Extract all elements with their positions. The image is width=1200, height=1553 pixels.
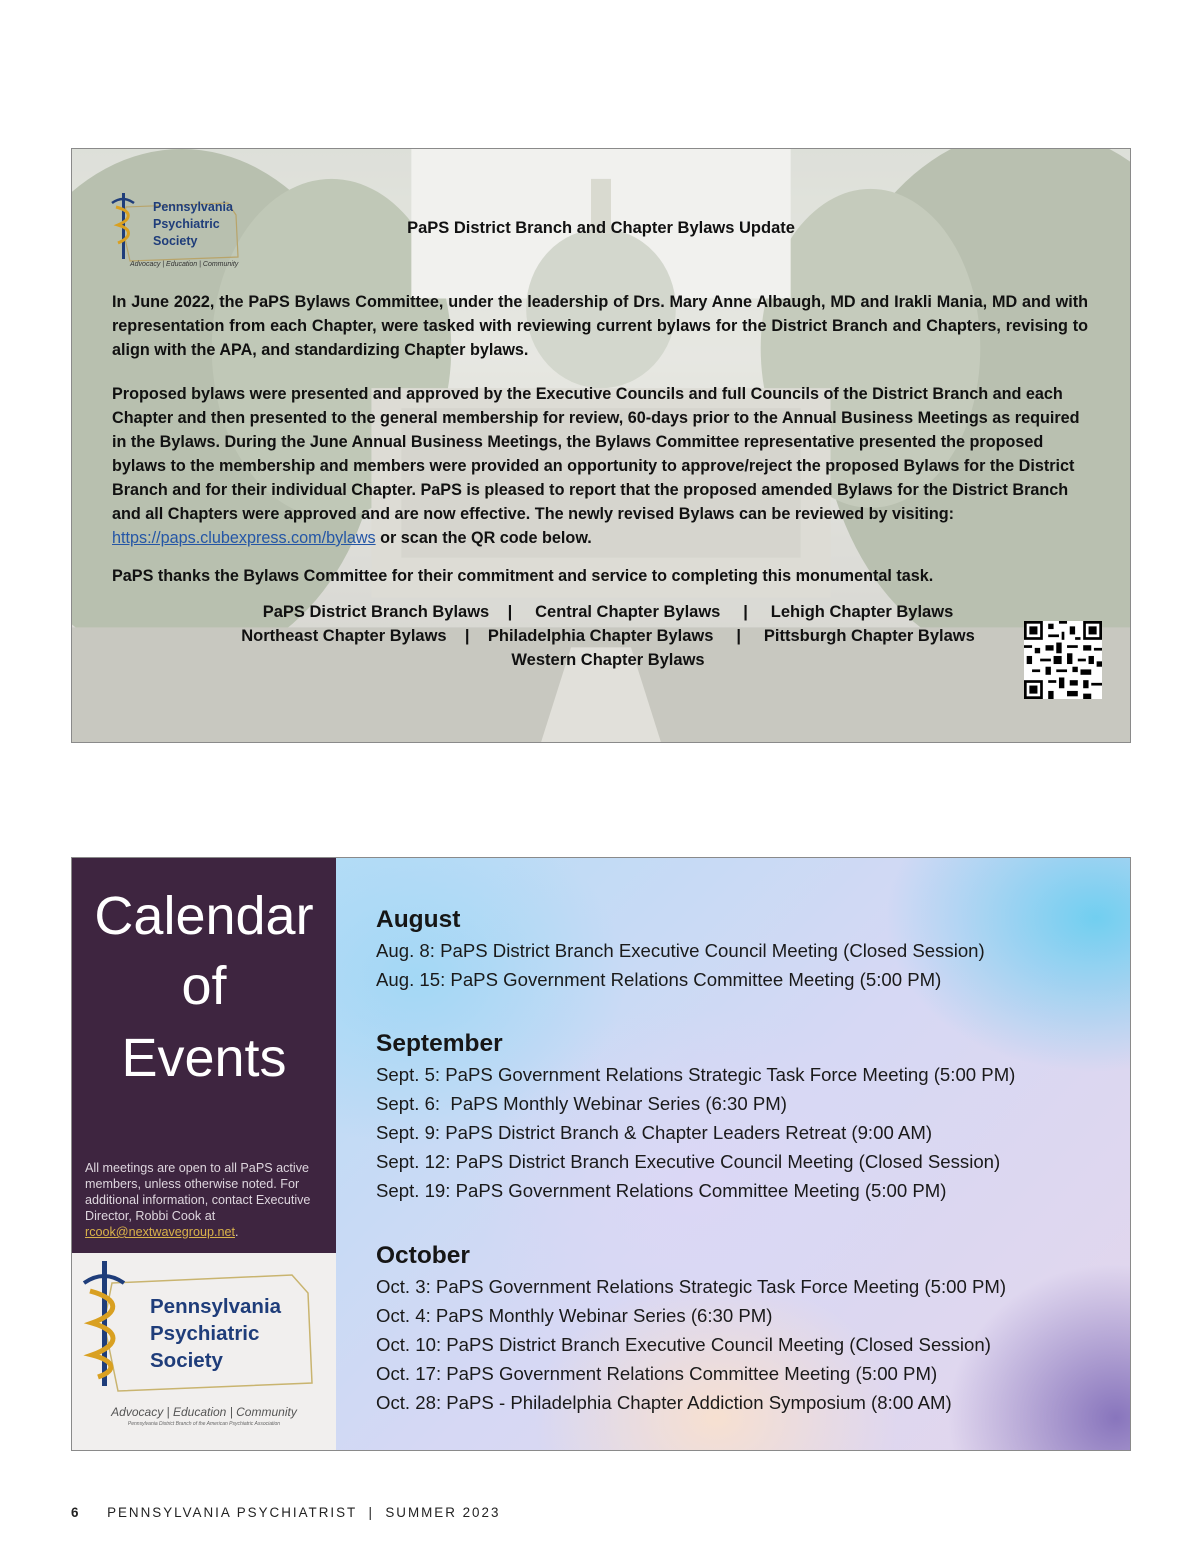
qr-code-icon[interactable] [1024,621,1102,699]
event-item: Oct. 28: PaPS - Philadelphia Chapter Addiction Symposium (8:00 AM) [376,1392,952,1413]
calendar-note [85,1160,325,1240]
logo-line-3: Society [153,234,198,248]
calendar-note-end: . [235,1225,239,1239]
bylaws-title: PaPS District Branch and Chapter Bylaws Update [407,219,795,237]
calendar-title-line-1: Calendar [94,886,314,946]
event-item: Oct. 17: PaPS Government Relations Committee Meeting (5:00 PM) [376,1363,938,1384]
logo-tagline: Advocacy | Education | Community [111,1405,297,1419]
chapter-links-row-1[interactable]: PaPS District Branch Bylaws | Central Chapter Bylaws | Lehigh Chapter Bylaws [262,603,954,621]
month-august: August [376,906,461,933]
event-item: Sept. 5: PaPS Government Relations Strategic Task Force Meeting (5:00 PM) [376,1064,1016,1085]
calendar-sidebar [72,858,336,1253]
calendar-title-line-2: of [181,956,227,1016]
chapter-links-row-3[interactable]: Western Chapter Bylaws [511,651,705,669]
calendar-title-line-3: Events [121,1028,287,1088]
publication-name: PENNSYLVANIA PSYCHIATRIST [107,1505,357,1520]
event-item: Sept. 19: PaPS Government Relations Committee Meeting (5:00 PM) [376,1180,947,1201]
bylaws-paragraph-2-text: Proposed bylaws were presented and approved by the Executive Councils and full Councils of the District Branch and each Chapter and then presented to the general membership for review, 60-days prior to the Annual Business Meetings as required in the Bylaws. During the June Annual Business Meetings, the Bylaws Committee representative presented the proposed bylaws to the membership and members were provided an opportunity to approve/reject the proposed Bylaws for the District Branch and for their individual Chapter. PaPS is pleased to report that the proposed amended Bylaws for the District Branch and all Chapters were approved and are now effective. The newly revised Bylaws can be reviewed by visiting: [112,385,1080,523]
logo-line-2: Psychiatric [150,1322,260,1345]
bylaws-paragraph-1: In June 2022, the PaPS Bylaws Committee, under the leadership of Drs. Mary Anne Albaugh, MD and Irakli Mania, MD and with representation from each Chapter, were tasked with reviewing current bylaws for the District Branch and Chapters, revising to align with the APA, and standardizing Chapter bylaws. [112,293,1088,359]
event-item: Oct. 10: PaPS District Branch Executive Council Meeting (Closed Session) [376,1334,991,1355]
bylaws-link[interactable]: https://paps.clubexpress.com/bylaws [112,529,376,547]
page-footer [71,1505,500,1520]
logo-line-1: Pennsylvania [153,200,233,214]
bylaws-update-panel [71,148,1131,743]
footer-separator: | [368,1505,374,1520]
logo-line-1: Pennsylvania [150,1295,282,1318]
event-item: Aug. 8: PaPS District Branch Executive Council Meeting (Closed Session) [376,940,985,961]
event-item: Sept. 9: PaPS District Branch & Chapter Leaders Retreat (9:00 AM) [376,1122,933,1143]
event-item: Sept. 12: PaPS District Branch Executive Council Meeting (Closed Session) [376,1151,1001,1172]
logo-fine-print: Pennsylvania District Branch of the American Psychiatric Association [127,1421,281,1427]
bylaws-paragraph-3: PaPS thanks the Bylaws Committee for their commitment and service to completing this monumental task. [112,567,934,585]
event-item: Aug. 15: PaPS Government Relations Committee Meeting (5:00 PM) [376,969,942,990]
logo-line-2: Psychiatric [153,217,220,231]
bylaws-paragraph-2 [112,382,1088,550]
page-number: 6 [71,1505,79,1520]
issue-name: SUMMER 2023 [385,1505,501,1520]
contact-email-link[interactable]: rcook@nextwavegroup.net [85,1225,235,1239]
calendar-note-text: All meetings are open to all PaPS active members, unless otherwise noted. For additional information, contact Executive Director, Robbi Cook at [85,1161,311,1223]
logo-line-3: Society [150,1349,223,1372]
logo-tagline: Advocacy | Education | Community [130,261,239,268]
calendar-of-events-panel [71,857,1131,1451]
event-item: Oct. 4: PaPS Monthly Webinar Series (6:30 PM) [376,1305,773,1326]
month-october: October [376,1242,470,1269]
events-list [336,858,1131,1451]
event-item: Sept. 6: PaPS Monthly Webinar Series (6:30 PM) [376,1093,787,1114]
paps-logo-large [72,1253,336,1451]
event-item: Oct. 3: PaPS Government Relations Strategic Task Force Meeting (5:00 PM) [376,1276,1007,1297]
bylaws-after-link: or scan the QR code below. [375,529,592,547]
chapter-links-row-2[interactable]: Northeast Chapter Bylaws | Philadelphia Chapter Bylaws | Pittsburgh Chapter Bylaws [241,627,975,645]
month-september: September [376,1030,503,1057]
